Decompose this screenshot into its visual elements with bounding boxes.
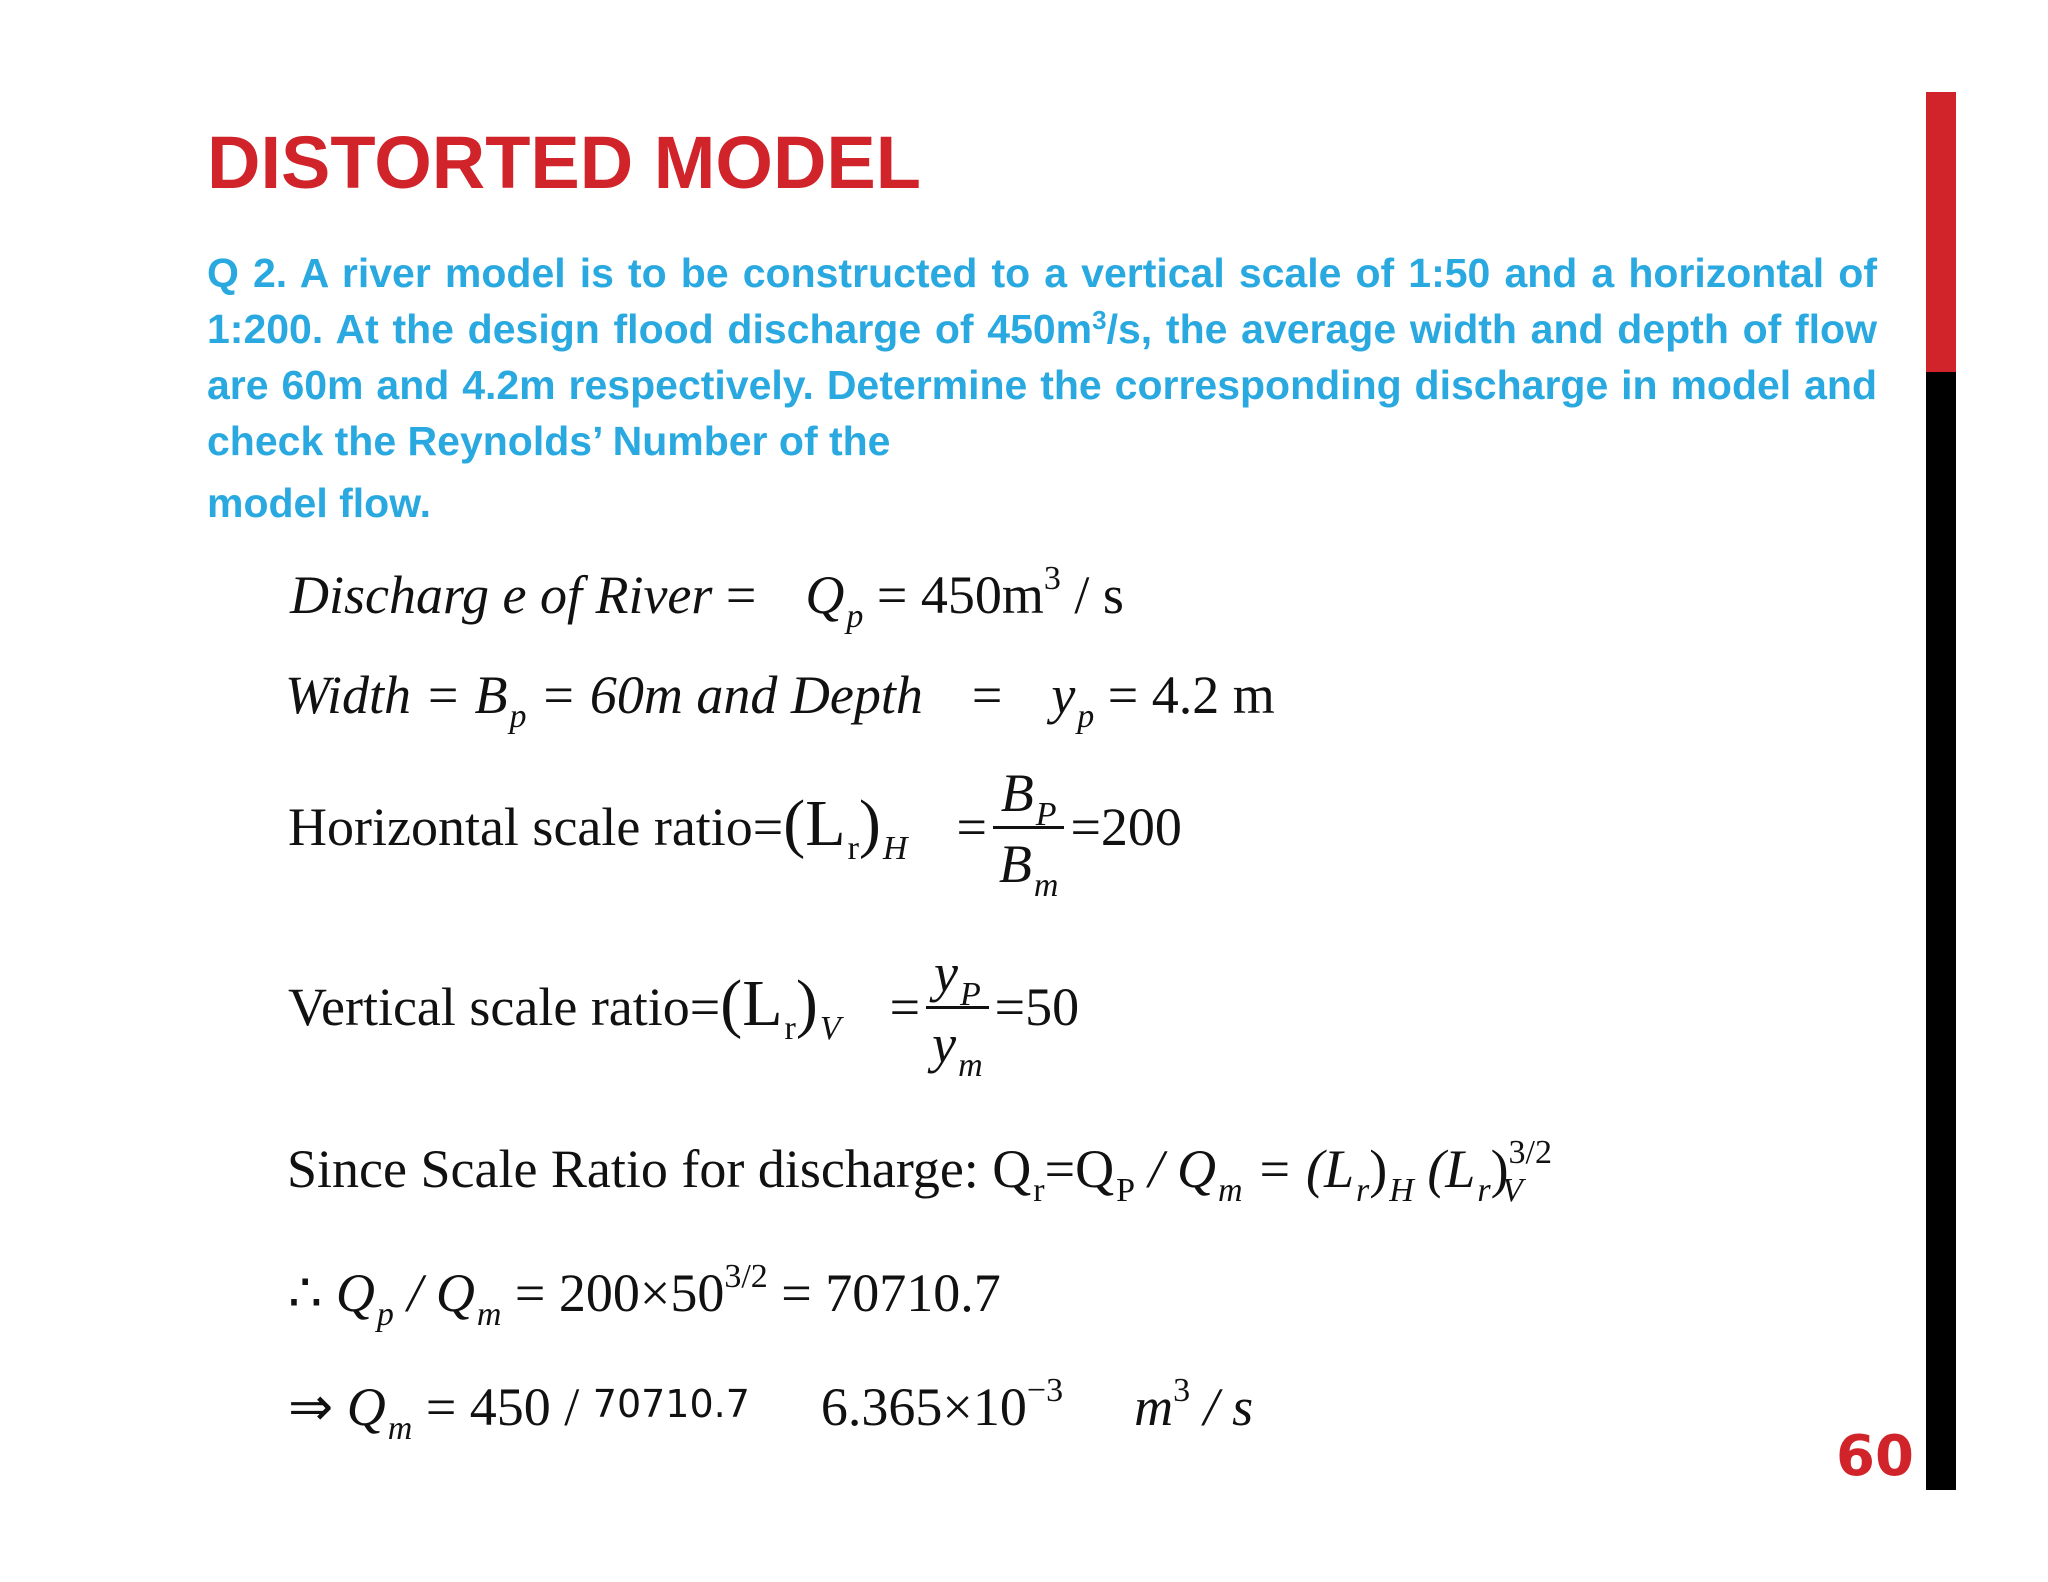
eq5-mid-sub: P <box>1116 1172 1135 1209</box>
question-line-2-tail: /s, the average <box>1106 306 1397 352</box>
equation-discharge-scale <box>287 1134 1552 1209</box>
eq1-q-sub: p <box>846 598 864 635</box>
eq5-label-sub: r <box>1033 1172 1045 1209</box>
eq5-l2-outer: V <box>1502 1172 1523 1209</box>
eq4-value: =50 <box>994 976 1080 1037</box>
eq5-l1-outer: H <box>1389 1172 1414 1209</box>
eq1-rhs-sup: 3 <box>1043 560 1061 597</box>
side-accent-bar-black <box>1926 372 1956 1490</box>
eq5-l2-sub: r <box>1477 1172 1491 1209</box>
eq4-num: y <box>934 943 958 1003</box>
eq4-num-sub: P <box>959 976 981 1013</box>
eq3-lr-outer-sub: H <box>882 829 908 867</box>
question-line-4: corresponding discharge in model and check the Reynolds’ Number of the <box>207 362 1877 464</box>
eq6-div-sub: m <box>476 1296 502 1333</box>
question-text <box>207 245 1877 531</box>
eq2-y: y <box>1051 665 1076 725</box>
eq7-result-sup: −3 <box>1026 1372 1064 1409</box>
eq7-q: Q <box>333 1377 386 1437</box>
slide-title: DISTORTED MODEL <box>207 121 921 204</box>
eq4-den: y <box>932 1014 957 1074</box>
eq7-unit: m <box>1134 1377 1174 1437</box>
eq3-value: =200 <box>1070 796 1182 857</box>
equation-discharge <box>290 560 1124 635</box>
eq6-rhs: = 200×50 <box>501 1263 725 1323</box>
equation-vertical-scale <box>288 943 1080 1084</box>
eq3-num: B <box>1000 763 1034 823</box>
equation-ratio-result <box>288 1258 1001 1333</box>
eq2-b-val: = 60m and Depth <box>539 665 923 725</box>
eq4-lr: (L <box>720 966 783 1040</box>
eq6-q-sub: p <box>376 1296 394 1333</box>
eq5-l1-sub: r <box>1356 1172 1370 1209</box>
eq4-lr-close: ) <box>795 966 818 1040</box>
eq6-div: / Q <box>393 1263 475 1323</box>
eq2-b: = B <box>424 665 508 725</box>
eq3-lr-close: ) <box>858 786 881 860</box>
eq1-q: Q <box>805 565 845 625</box>
eq5-l2: (L <box>1413 1139 1476 1199</box>
question-line-5: model flow. <box>207 480 431 526</box>
eq4-equals: = <box>889 976 921 1037</box>
eq2-width: Width <box>285 665 412 725</box>
eq3-label: Horizontal scale ratio= <box>288 796 784 857</box>
eq7-q-sub: m <box>387 1410 413 1447</box>
eq2-equals: = <box>971 665 1003 725</box>
eq3-fraction <box>993 763 1065 904</box>
eq3-den: B <box>998 834 1032 894</box>
question-line-1: Q 2. A river model is to be constructed to a vertical scale of 1:50 and a <box>207 250 1615 296</box>
question-line-2: horizontal of 1:200. At the design flood discharge of 450m <box>207 250 1877 352</box>
eq3-lr: (L <box>783 786 846 860</box>
eq7-divisor: 70710.7 <box>592 1382 750 1426</box>
eq6-result: = 70710.7 <box>767 1263 1001 1323</box>
eq4-fraction <box>926 943 989 1084</box>
eq4-lr-outer-sub: V <box>819 1009 841 1047</box>
question-line-3: width and depth of flow are 60m and 4.2m respectively. Determine the <box>207 306 1877 408</box>
eq1-unit: / s <box>1060 565 1124 625</box>
eq6-rhs-sup: 3/2 <box>724 1258 768 1295</box>
eq2-y-val: = 4.2 m <box>1107 665 1275 725</box>
eq3-den-sub: m <box>1033 867 1059 904</box>
eq5-mid: =Q <box>1044 1139 1115 1199</box>
eq5-l2-sup: 3/2 <box>1508 1134 1552 1171</box>
eq3-lr-sub: r <box>847 829 859 867</box>
eq2-b-sub: p <box>509 698 527 735</box>
eq3-equals: = <box>956 796 987 857</box>
eq1-equals: = <box>725 565 757 625</box>
eq7-rhs: = 450 / <box>412 1377 593 1437</box>
equation-width-depth <box>285 665 1275 735</box>
eq7-implies: ⇒ <box>288 1377 334 1437</box>
question-cubic-sup: 3 <box>1092 305 1107 335</box>
eq6-therefore: ∴ <box>288 1263 323 1323</box>
eq7-result: 6.365×10 <box>820 1377 1027 1437</box>
eq4-lr-sub: r <box>784 1009 796 1047</box>
eq1-lhs: Discharg e of River <box>290 565 713 625</box>
eq4-den-sub: m <box>958 1047 983 1084</box>
eq5-eq: = (L <box>1242 1139 1355 1199</box>
eq5-l1-close: ) <box>1369 1139 1388 1199</box>
page-number: 60 <box>1836 1424 1914 1489</box>
eq5-div-sub: m <box>1218 1172 1243 1209</box>
eq3-num-sub: P <box>1035 796 1057 833</box>
eq2-y-sub: p <box>1077 698 1095 735</box>
eq7-unit-tail: / s <box>1190 1377 1254 1437</box>
eq5-label: Since Scale Ratio for discharge: Q <box>287 1139 1032 1199</box>
eq5-l2-close: ) <box>1490 1139 1509 1199</box>
equation-model-discharge <box>288 1372 1254 1447</box>
eq5-div: / Q <box>1135 1139 1216 1199</box>
eq4-label: Vertical scale ratio= <box>288 976 721 1037</box>
side-accent-bar-red <box>1926 92 1956 372</box>
eq6-q: Q <box>322 1263 375 1323</box>
equation-horizontal-scale <box>288 763 1182 904</box>
eq7-unit-sup: 3 <box>1173 1372 1191 1409</box>
eq1-rhs: = 450m <box>876 565 1044 625</box>
